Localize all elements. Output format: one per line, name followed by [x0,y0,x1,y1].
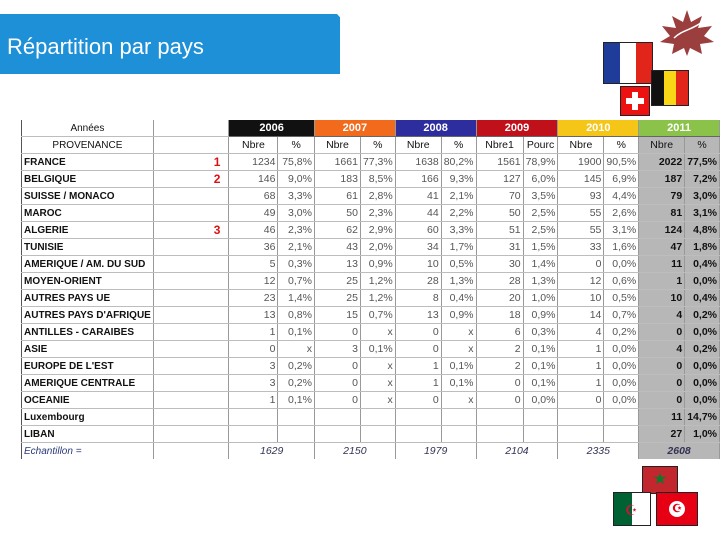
percent-cell: 80,2% [441,154,476,171]
percent-cell: 0,6% [604,273,639,290]
count-cell: 0 [395,324,441,341]
count-cell: 50 [476,205,523,222]
count-cell [314,409,360,426]
percent-cell: 78,9% [523,154,558,171]
percent-cell: x [441,324,476,341]
count-cell: 3 [229,358,278,375]
count-cell: 0 [314,392,360,409]
rank-marker [153,426,229,443]
count-cell: 0 [558,256,604,273]
country-label: AUTRES PAYS UE [22,290,154,307]
subheader-cell: Nbre1 [476,137,523,154]
percent-cell: x [441,341,476,358]
country-label: EUROPE DE L'EST [22,358,154,375]
count-cell: 81 [639,205,685,222]
percent-cell: 0,1% [360,341,395,358]
year-2010-header: 2010 [558,120,639,137]
count-cell: 25 [314,273,360,290]
percent-cell: 0,0% [604,256,639,273]
percent-cell: 1,2% [360,273,395,290]
percent-cell: 0,1% [441,375,476,392]
percent-cell: 4,4% [604,188,639,205]
percent-cell: 3,1% [685,205,720,222]
percent-cell: 1,6% [604,239,639,256]
percent-cell: 3,3% [441,222,476,239]
count-cell: 3 [314,341,360,358]
count-cell: 23 [229,290,278,307]
country-label: AMERIQUE CENTRALE [22,375,154,392]
year-2006-header: 2006 [229,120,315,137]
count-cell: 28 [395,273,441,290]
percent-cell: 77,3% [360,154,395,171]
count-cell [229,409,278,426]
percent-cell: 0,0% [604,358,639,375]
count-cell: 55 [558,205,604,222]
year-header-row [22,120,720,137]
count-cell: 49 [229,205,278,222]
percent-cell: 2,6% [604,205,639,222]
count-cell: 1 [558,341,604,358]
count-cell: 70 [476,188,523,205]
count-cell: 0 [639,392,685,409]
count-cell: 12 [229,273,278,290]
percent-cell: 0,2% [278,358,315,375]
count-cell: 1234 [229,154,278,171]
count-cell [476,426,523,443]
count-cell: 0 [395,341,441,358]
count-cell: 183 [314,171,360,188]
percent-cell: x [360,392,395,409]
sample-total-2007: 2150 [314,443,395,460]
percent-cell: 0,0% [604,375,639,392]
count-cell: 50 [314,205,360,222]
sample-total-2008: 1979 [395,443,476,460]
percent-cell [278,409,315,426]
country-label: ANTILLES - CARAIBES [22,324,154,341]
percent-cell: 1,2% [360,290,395,307]
percent-cell: 0,7% [604,307,639,324]
count-cell: 1661 [314,154,360,171]
count-cell: 10 [639,290,685,307]
percent-cell: 1,3% [523,273,558,290]
count-cell: 0 [314,375,360,392]
rank-marker [153,392,229,409]
percent-cell: 0,0% [604,341,639,358]
count-cell: 61 [314,188,360,205]
count-cell: 145 [558,171,604,188]
percent-cell: 0,9% [441,307,476,324]
percent-cell: 1,4% [278,290,315,307]
table-row [22,273,720,290]
count-cell [558,409,604,426]
count-cell: 6 [476,324,523,341]
count-cell: 0 [476,392,523,409]
percent-cell: 1,0% [685,426,720,443]
subheader-cell: Nbre [395,137,441,154]
percent-cell [441,409,476,426]
count-cell: 68 [229,188,278,205]
country-label: MAROC [22,205,154,222]
percent-cell: 77,5% [685,154,720,171]
count-cell: 93 [558,188,604,205]
percent-cell: 0,2% [685,307,720,324]
subheader-row [22,137,720,154]
count-cell: 10 [395,256,441,273]
percent-cell: 0,0% [523,392,558,409]
percent-cell: x [278,341,315,358]
percent-cell: 3,3% [278,188,315,205]
percent-cell: 2,3% [360,205,395,222]
count-cell: 4 [558,324,604,341]
count-cell: 11 [639,256,685,273]
table-corner-label: Années [22,120,154,137]
percent-cell: 2,2% [441,205,476,222]
table-row [22,239,720,256]
count-cell: 2 [476,341,523,358]
percent-cell: 0,1% [523,375,558,392]
maple-leaf-logo-icon [656,8,718,58]
crescent-star-icon: ☪ [669,501,685,517]
count-cell: 46 [229,222,278,239]
table-row [22,188,720,205]
count-cell: 166 [395,171,441,188]
count-cell: 0 [395,392,441,409]
count-cell: 13 [314,256,360,273]
rank-marker [153,409,229,426]
percent-cell: 0,0% [685,375,720,392]
percent-cell [360,409,395,426]
percent-cell: 1,0% [523,290,558,307]
percent-cell: 4,8% [685,222,720,239]
rank-marker [153,290,229,307]
count-cell [558,426,604,443]
percent-cell: 2,1% [441,188,476,205]
sample-size-label: Echantillon = [22,443,154,460]
country-label: AMERIQUE / AM. DU SUD [22,256,154,273]
flag-france-icon [603,42,653,84]
count-cell: 0 [229,341,278,358]
percent-cell: 6,9% [604,171,639,188]
percent-cell: 0,4% [441,290,476,307]
mark-cell [153,443,229,460]
table-row [22,290,720,307]
count-cell: 0 [639,358,685,375]
table-row [22,324,720,341]
percent-cell [604,426,639,443]
percent-cell: 0,9% [523,307,558,324]
provenance-header: PROVENANCE [22,137,154,154]
percent-cell [523,426,558,443]
percent-cell: x [360,358,395,375]
count-cell: 1638 [395,154,441,171]
rank-marker: 2 [153,171,229,188]
percent-cell: 0,0% [685,273,720,290]
count-cell: 0 [476,375,523,392]
rank-marker [153,205,229,222]
percent-cell: 90,5% [604,154,639,171]
percent-cell: x [360,375,395,392]
sample-total-2010: 2335 [558,443,639,460]
percent-cell: x [441,392,476,409]
count-cell: 27 [639,426,685,443]
flag-belgium-icon [651,70,689,106]
table-row [22,256,720,273]
country-label: LIBAN [22,426,154,443]
country-label: AUTRES PAYS D'AFRIQUE [22,307,154,324]
percent-cell: 2,9% [360,222,395,239]
table-row [22,171,720,188]
count-cell: 3 [229,375,278,392]
sample-size-row [22,443,720,460]
flag-switzerland-icon [620,86,650,116]
count-cell [476,409,523,426]
count-cell: 124 [639,222,685,239]
sample-total-2009: 2104 [476,443,558,460]
table-row [22,222,720,239]
crescent-icon: ☪ [625,502,638,518]
count-cell: 1 [558,358,604,375]
count-cell: 187 [639,171,685,188]
count-cell: 43 [314,239,360,256]
percent-cell: 0,7% [360,307,395,324]
rank-marker [153,239,229,256]
country-label: MOYEN-ORIENT [22,273,154,290]
percent-cell: 1,4% [523,256,558,273]
percent-cell [278,426,315,443]
rank-marker [153,341,229,358]
percent-cell [441,426,476,443]
percent-cell: 0,5% [441,256,476,273]
count-cell: 41 [395,188,441,205]
count-cell: 1 [558,375,604,392]
country-label: BELGIQUE [22,171,154,188]
percent-cell: x [360,324,395,341]
percent-cell: 9,0% [278,171,315,188]
subheader-cell: Nbre [639,137,685,154]
percent-cell: 0,1% [278,392,315,409]
table-row [22,307,720,324]
count-cell: 51 [476,222,523,239]
count-cell: 14 [558,307,604,324]
sample-total-2006: 1629 [229,443,315,460]
rank-marker [153,307,229,324]
count-cell: 33 [558,239,604,256]
rank-marker [153,324,229,341]
percent-cell: 0,8% [278,307,315,324]
country-label: SUISSE / MONACO [22,188,154,205]
percent-cell: 0,4% [685,290,720,307]
percent-cell: 0,0% [685,324,720,341]
rank-marker [153,375,229,392]
percent-cell: 1,5% [523,239,558,256]
percent-cell: 2,0% [360,239,395,256]
count-cell: 10 [558,290,604,307]
percent-cell: 1,8% [685,239,720,256]
table-row [22,426,720,443]
percent-cell: 0,9% [360,256,395,273]
percent-cell [360,426,395,443]
percent-cell: 75,8% [278,154,315,171]
year-2009-header: 2009 [476,120,558,137]
percent-cell: 0,1% [278,324,315,341]
percent-cell: 0,5% [604,290,639,307]
country-label: TUNISIE [22,239,154,256]
percent-cell: 2,3% [278,222,315,239]
count-cell: 1 [229,324,278,341]
count-cell: 30 [476,256,523,273]
count-cell: 13 [395,307,441,324]
rank-marker [153,358,229,375]
count-cell: 1561 [476,154,523,171]
percent-cell: 0,0% [604,392,639,409]
percent-cell: 2,5% [523,222,558,239]
rank-marker [153,256,229,273]
subheader-cell: % [360,137,395,154]
percent-cell: 1,7% [441,239,476,256]
count-cell: 2022 [639,154,685,171]
percent-cell: 0,0% [685,392,720,409]
year-2007-header: 2007 [314,120,395,137]
count-cell: 4 [639,307,685,324]
count-cell: 0 [314,324,360,341]
count-cell: 44 [395,205,441,222]
percent-cell: 0,1% [441,358,476,375]
percent-cell: 9,3% [441,171,476,188]
count-cell: 1 [395,375,441,392]
year-2011-header: 2011 [639,120,720,137]
country-label: ASIE [22,341,154,358]
count-cell: 8 [395,290,441,307]
table-row [22,154,720,171]
flag-algeria-icon [613,492,651,526]
rank-marker [153,273,229,290]
subheader-cell: % [685,137,720,154]
count-cell: 36 [229,239,278,256]
flag-tunisia-icon [656,492,698,526]
count-cell: 2 [476,358,523,375]
count-cell: 12 [558,273,604,290]
percent-cell: 2,8% [360,188,395,205]
percent-cell: 0,3% [278,256,315,273]
percent-cell: 1,3% [441,273,476,290]
subheader-cell: Nbre [229,137,278,154]
count-cell: 13 [229,307,278,324]
count-cell: 1 [639,273,685,290]
count-cell: 55 [558,222,604,239]
percent-cell: 0,4% [685,256,720,273]
subheader-cell: Nbre [314,137,360,154]
percent-cell: 0,2% [604,324,639,341]
percent-cell: 3,0% [685,188,720,205]
count-cell: 0 [639,324,685,341]
rank-marker: 1 [153,154,229,171]
count-cell: 15 [314,307,360,324]
count-cell: 146 [229,171,278,188]
percent-cell: 0,1% [523,358,558,375]
percent-cell: 3,0% [278,205,315,222]
table-row [22,341,720,358]
subheader-cell: % [441,137,476,154]
count-cell [395,409,441,426]
rank-marker [153,188,229,205]
year-2008-header: 2008 [395,120,476,137]
percent-cell: 2,1% [278,239,315,256]
percent-cell: 0,1% [523,341,558,358]
subheader-cell: Nbre [558,137,604,154]
count-cell [229,426,278,443]
percent-cell: 0,0% [685,358,720,375]
sample-total-2011: 2608 [639,443,720,460]
percent-cell: 14,7% [685,409,720,426]
percent-cell: 2,5% [523,205,558,222]
percent-cell: 7,2% [685,171,720,188]
subheader-cell: % [604,137,639,154]
count-cell: 62 [314,222,360,239]
percent-cell: 0,3% [523,324,558,341]
table-row [22,409,720,426]
count-cell: 1900 [558,154,604,171]
count-cell: 60 [395,222,441,239]
subheader-cell: % [278,137,315,154]
count-cell: 28 [476,273,523,290]
country-label: ALGERIE [22,222,154,239]
table-row [22,205,720,222]
count-cell: 1 [395,358,441,375]
percent-cell: 6,0% [523,171,558,188]
country-distribution-table [21,120,720,459]
flag-morocco-icon: ★ [642,466,678,494]
table-row [22,358,720,375]
count-cell: 1 [229,392,278,409]
count-cell: 20 [476,290,523,307]
count-cell: 11 [639,409,685,426]
mark-column-header [153,120,229,137]
count-cell: 79 [639,188,685,205]
percent-cell: 0,2% [278,375,315,392]
percent-cell [523,409,558,426]
country-label: FRANCE [22,154,154,171]
percent-cell: 0,7% [278,273,315,290]
mark-cell [153,137,229,154]
count-cell: 25 [314,290,360,307]
country-label: Luxembourg [22,409,154,426]
count-cell: 5 [229,256,278,273]
count-cell [395,426,441,443]
subheader-cell: Pourc [523,137,558,154]
count-cell: 34 [395,239,441,256]
count-cell: 18 [476,307,523,324]
count-cell: 4 [639,341,685,358]
count-cell: 0 [314,358,360,375]
percent-cell [604,409,639,426]
table-row [22,375,720,392]
count-cell: 31 [476,239,523,256]
percent-cell: 3,5% [523,188,558,205]
count-cell: 0 [558,392,604,409]
percent-cell: 0,2% [685,341,720,358]
percent-cell: 8,5% [360,171,395,188]
count-cell: 127 [476,171,523,188]
count-cell: 0 [639,375,685,392]
count-cell: 47 [639,239,685,256]
slide-title: Répartition par pays [7,34,204,59]
count-cell [314,426,360,443]
country-label: OCEANIE [22,392,154,409]
table-row [22,392,720,409]
percent-cell: 3,1% [604,222,639,239]
rank-marker: 3 [153,222,229,239]
